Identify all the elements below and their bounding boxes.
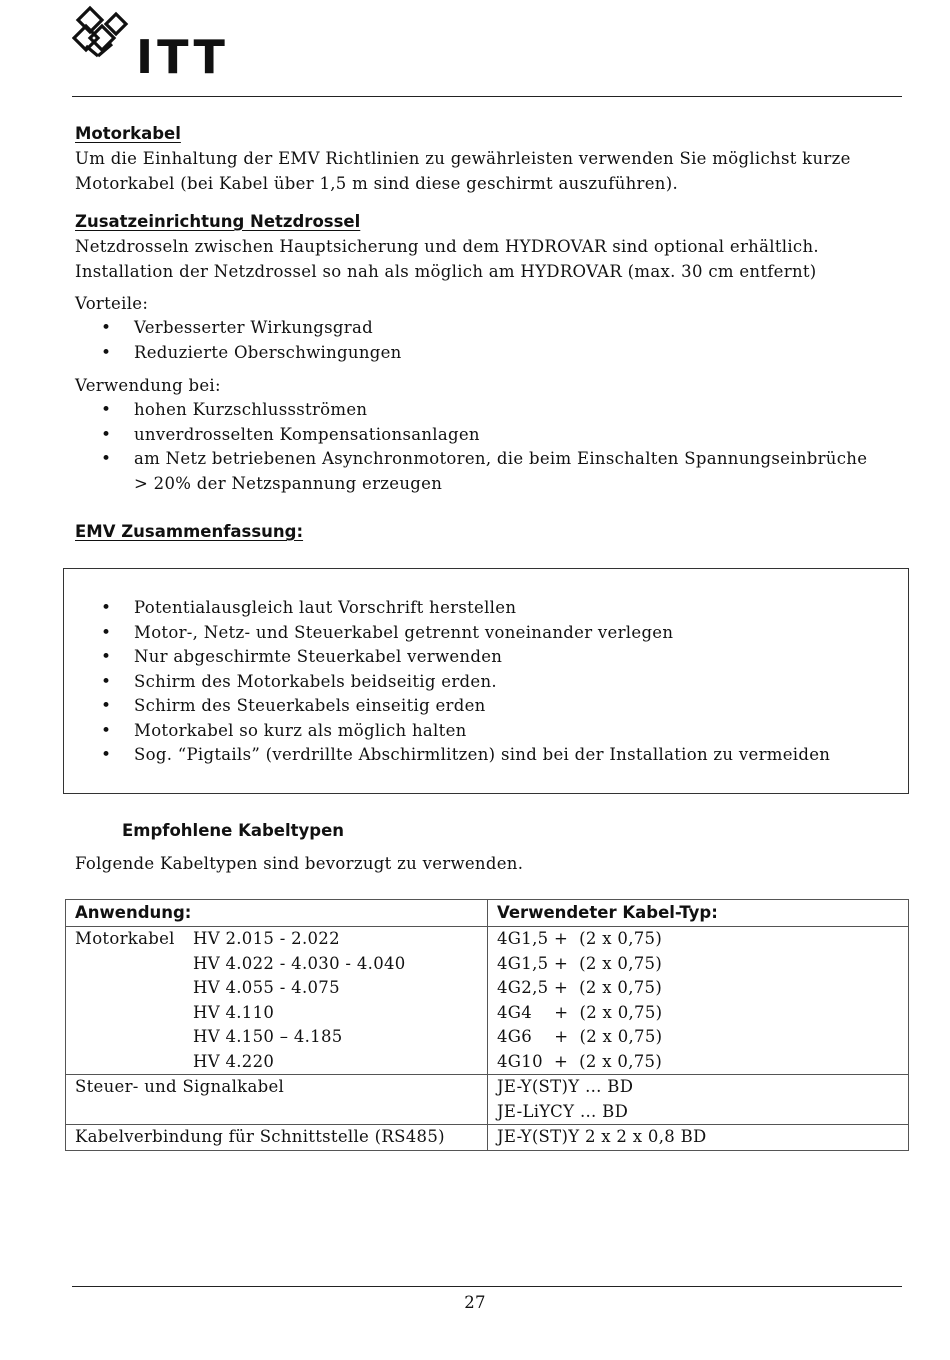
footer-rule [72, 1286, 902, 1287]
vorteile-list [75, 316, 905, 365]
motor-model: HV 4.110 [193, 1002, 275, 1022]
emv-heading: EMV Zusammenfassung: [75, 522, 304, 541]
cable-type: JE-Y(ST)Y … BD [497, 1077, 634, 1096]
motor-label: Motorkabel [75, 929, 175, 948]
motor-model: HV 2.015 - 2.022 [193, 929, 340, 948]
list-item: • Nur abgeschirmte Steuerkabel verwenden [75, 645, 905, 670]
vorteile-label: Vorteile: [75, 294, 149, 313]
motor-model: HV 4.220 [193, 1051, 275, 1071]
itt-logo [72, 4, 242, 84]
list-item-continuation: > 20% der Netzspannung erzeugen [134, 473, 443, 493]
kabeltypen-table [65, 899, 909, 1151]
list-item: • hohen Kurzschlussströmen [75, 398, 905, 423]
list-item: • unverdrosselten Kompensationsanlagen [75, 423, 905, 448]
text-line: Netzdrosseln zwischen Hauptsicherung und dem HYDROVAR sind optional erhältlich. [75, 237, 819, 256]
verwendung-list [75, 398, 905, 496]
list-item: • Motorkabel so kurz als möglich halten [75, 719, 905, 744]
table-row [66, 1075, 909, 1125]
list-item: • Reduzierte Oberschwingungen [75, 341, 905, 366]
table-cell [488, 927, 909, 1075]
cable-type: 4G2,5 + (2 x 0,75) [497, 978, 663, 997]
motorkabel-text [75, 147, 905, 196]
kabeltypen-intro: Folgende Kabeltypen sind bevorzugt zu verwenden. [75, 854, 524, 873]
list-item: • Sog. “Pigtails” (verdrillte Abschirmlitzen) sind bei der Installation zu vermeiden [75, 743, 905, 768]
list-item [75, 447, 905, 496]
table-cell: Steuer- und Signalkabel [66, 1075, 488, 1125]
list-item: • Potentialausgleich laut Vorschrift herstellen [75, 596, 905, 621]
list-item-text: am Netz betriebenen Asynchronmotoren, die beim Einschalten Spannungseinbrüche [134, 449, 868, 468]
netzdrossel-heading: Zusatzeinrichtung Netzdrossel [75, 212, 361, 231]
list-item: • Motor-, Netz- und Steuerkabel getrennt voneinander verlegen [75, 621, 905, 646]
table-cell: Kabelverbindung für Schnittstelle (RS485) [66, 1125, 488, 1151]
motor-model: HV 4.022 - 4.030 - 4.040 [193, 953, 406, 973]
text-line: Installation der Netzdrossel so nah als möglich am HYDROVAR (max. 30 cm entfernt) [75, 261, 817, 281]
motor-model: HV 4.055 - 4.075 [193, 978, 340, 997]
header-rule [72, 96, 902, 97]
page-number: 27 [464, 1293, 486, 1312]
motorkabel-heading: Motorkabel [75, 124, 181, 143]
text-line: Motorkabel (bei Kabel über 1,5 m sind diese geschirmt auszuführen). [75, 173, 679, 193]
logo-text: ITT [136, 30, 229, 84]
table-cell: JE-Y(ST)Y 2 x 2 x 0,8 BD [488, 1125, 909, 1151]
table-row [66, 1125, 909, 1151]
list-item: • Schirm des Motorkabels beidseitig erden. [75, 670, 905, 695]
emv-list [75, 596, 905, 768]
table-header-row [66, 900, 909, 927]
list-item: • Verbesserter Wirkungsgrad [75, 316, 905, 341]
table-header-cell: Verwendeter Kabel-Typ: [488, 900, 909, 927]
table-cell [66, 927, 488, 1075]
kabeltypen-heading: Empfohlene Kabeltypen [122, 821, 345, 840]
list-item: • Schirm des Steuerkabels einseitig erden [75, 694, 905, 719]
cable-type: 4G10 + (2 x 0,75) [497, 1051, 663, 1071]
cable-type: 4G6 + (2 x 0,75) [497, 1027, 663, 1046]
cable-type: JE-LiYCY … BD [497, 1101, 629, 1121]
table-header-cell: Anwendung: [66, 900, 488, 927]
text-line: Um die Einhaltung der EMV Richtlinien zu gewährleisten verwenden Sie möglichst kurze [75, 149, 851, 168]
table-row [66, 927, 909, 1075]
netzdrossel-text [75, 235, 905, 284]
verwendung-label: Verwendung bei: [75, 376, 221, 395]
motor-model: HV 4.150 – 4.185 [193, 1027, 343, 1046]
itt-logo-icon [72, 4, 134, 62]
cable-type: 4G1,5 + (2 x 0,75) [497, 953, 663, 973]
table-cell [488, 1075, 909, 1125]
cable-type: 4G4 + (2 x 0,75) [497, 1002, 663, 1022]
cable-type: 4G1,5 + (2 x 0,75) [497, 929, 663, 948]
